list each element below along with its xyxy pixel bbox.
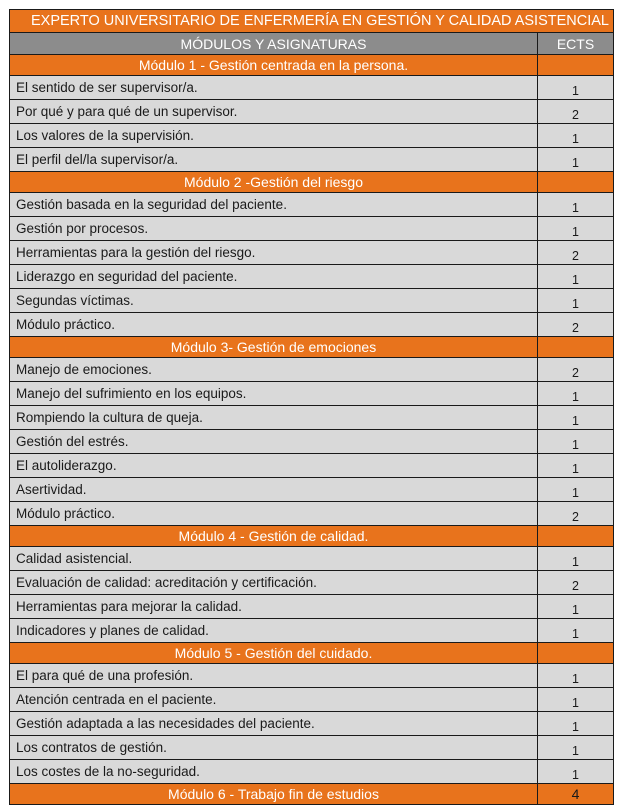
course-ects: 1 bbox=[538, 382, 614, 406]
course-ects: 1 bbox=[538, 664, 614, 688]
course-name: El perfil del/la supervisor/a. bbox=[10, 148, 538, 172]
course-name: Gestión adaptada a las necesidades del paciente. bbox=[10, 712, 538, 736]
title-row bbox=[10, 10, 614, 33]
course-row bbox=[10, 76, 614, 100]
curriculum-sheet bbox=[9, 9, 613, 805]
course-row bbox=[10, 313, 614, 337]
course-name: Gestión del estrés. bbox=[10, 430, 538, 454]
course-name: Manejo de emociones. bbox=[10, 358, 538, 382]
course-ects: 1 bbox=[538, 688, 614, 712]
course-ects: 1 bbox=[538, 595, 614, 619]
module-title: Módulo 6 - Trabajo fin de estudios bbox=[10, 784, 538, 805]
course-ects: 1 bbox=[538, 76, 614, 100]
course-row bbox=[10, 124, 614, 148]
course-ects: 1 bbox=[538, 124, 614, 148]
course-ects: 1 bbox=[538, 289, 614, 313]
module-title: Módulo 5 - Gestión del cuidado. bbox=[10, 643, 538, 664]
course-ects: 1 bbox=[538, 265, 614, 289]
course-row bbox=[10, 760, 614, 784]
course-row bbox=[10, 241, 614, 265]
course-ects: 1 bbox=[538, 193, 614, 217]
course-ects: 2 bbox=[538, 100, 614, 124]
course-ects: 2 bbox=[538, 358, 614, 382]
curriculum-table-body bbox=[10, 10, 614, 805]
column-header-modules: MÓDULOS Y ASIGNATURAS bbox=[10, 33, 538, 55]
module-header-row bbox=[10, 55, 614, 76]
course-row bbox=[10, 502, 614, 526]
course-name: El sentido de ser supervisor/a. bbox=[10, 76, 538, 100]
module-header-row bbox=[10, 643, 614, 664]
course-ects: 1 bbox=[538, 760, 614, 784]
module-ects bbox=[538, 337, 614, 358]
course-row bbox=[10, 478, 614, 502]
course-row bbox=[10, 358, 614, 382]
program-title: EXPERTO UNIVERSITARIO DE ENFERMERÍA EN GESTIÓN Y CALIDAD ASISTENCIAL bbox=[10, 10, 614, 33]
course-name: Los contratos de gestión. bbox=[10, 736, 538, 760]
course-name: Indicadores y planes de calidad. bbox=[10, 619, 538, 643]
module-ects bbox=[538, 55, 614, 76]
course-name: Los valores de la supervisión. bbox=[10, 124, 538, 148]
module-title: Módulo 2 -Gestión del riesgo bbox=[10, 172, 538, 193]
course-ects: 1 bbox=[538, 619, 614, 643]
course-row bbox=[10, 382, 614, 406]
course-name: El autoliderazgo. bbox=[10, 454, 538, 478]
course-row bbox=[10, 148, 614, 172]
module-ects bbox=[538, 643, 614, 664]
course-name: Los costes de la no-seguridad. bbox=[10, 760, 538, 784]
course-row bbox=[10, 595, 614, 619]
course-ects: 1 bbox=[538, 547, 614, 571]
curriculum-table bbox=[9, 9, 614, 805]
course-ects: 1 bbox=[538, 430, 614, 454]
course-ects: 2 bbox=[538, 571, 614, 595]
course-name: Módulo práctico. bbox=[10, 502, 538, 526]
course-name: Herramientas para la gestión del riesgo. bbox=[10, 241, 538, 265]
module-header-row bbox=[10, 337, 614, 358]
course-ects: 1 bbox=[538, 736, 614, 760]
course-name: Manejo del sufrimiento en los equipos. bbox=[10, 382, 538, 406]
course-row bbox=[10, 736, 614, 760]
course-row bbox=[10, 547, 614, 571]
module-ects: 4 bbox=[538, 784, 614, 805]
course-name: Por qué y para qué de un supervisor. bbox=[10, 100, 538, 124]
course-row bbox=[10, 100, 614, 124]
course-row bbox=[10, 712, 614, 736]
course-row bbox=[10, 664, 614, 688]
course-row bbox=[10, 406, 614, 430]
course-name: Herramientas para mejorar la calidad. bbox=[10, 595, 538, 619]
column-header-ects: ECTS bbox=[538, 33, 614, 55]
course-ects: 2 bbox=[538, 502, 614, 526]
module-header-row bbox=[10, 526, 614, 547]
course-row bbox=[10, 193, 614, 217]
module-header-row bbox=[10, 784, 614, 805]
course-name: Atención centrada en el paciente. bbox=[10, 688, 538, 712]
course-name: Asertividad. bbox=[10, 478, 538, 502]
module-title: Módulo 1 - Gestión centrada en la persona. bbox=[10, 55, 538, 76]
course-row bbox=[10, 454, 614, 478]
course-name: El para qué de una profesión. bbox=[10, 664, 538, 688]
course-ects: 1 bbox=[538, 454, 614, 478]
course-ects: 1 bbox=[538, 217, 614, 241]
column-header-row bbox=[10, 33, 614, 55]
course-ects: 2 bbox=[538, 313, 614, 337]
course-row bbox=[10, 289, 614, 313]
course-name: Evaluación de calidad: acreditación y certificación. bbox=[10, 571, 538, 595]
module-title: Módulo 3- Gestión de emociones bbox=[10, 337, 538, 358]
course-ects: 2 bbox=[538, 241, 614, 265]
course-name: Módulo práctico. bbox=[10, 313, 538, 337]
module-title: Módulo 4 - Gestión de calidad. bbox=[10, 526, 538, 547]
course-name: Liderazgo en seguridad del paciente. bbox=[10, 265, 538, 289]
course-ects: 1 bbox=[538, 712, 614, 736]
course-ects: 1 bbox=[538, 148, 614, 172]
course-name: Rompiendo la cultura de queja. bbox=[10, 406, 538, 430]
course-name: Gestión por procesos. bbox=[10, 217, 538, 241]
course-ects: 1 bbox=[538, 478, 614, 502]
course-row bbox=[10, 571, 614, 595]
course-row bbox=[10, 265, 614, 289]
module-ects bbox=[538, 172, 614, 193]
course-row bbox=[10, 430, 614, 454]
course-row bbox=[10, 217, 614, 241]
module-ects bbox=[538, 526, 614, 547]
module-header-row bbox=[10, 172, 614, 193]
course-name: Gestión basada en la seguridad del paciente. bbox=[10, 193, 538, 217]
course-name: Segundas víctimas. bbox=[10, 289, 538, 313]
course-ects: 1 bbox=[538, 406, 614, 430]
course-row bbox=[10, 688, 614, 712]
course-name: Calidad asistencial. bbox=[10, 547, 538, 571]
course-row bbox=[10, 619, 614, 643]
